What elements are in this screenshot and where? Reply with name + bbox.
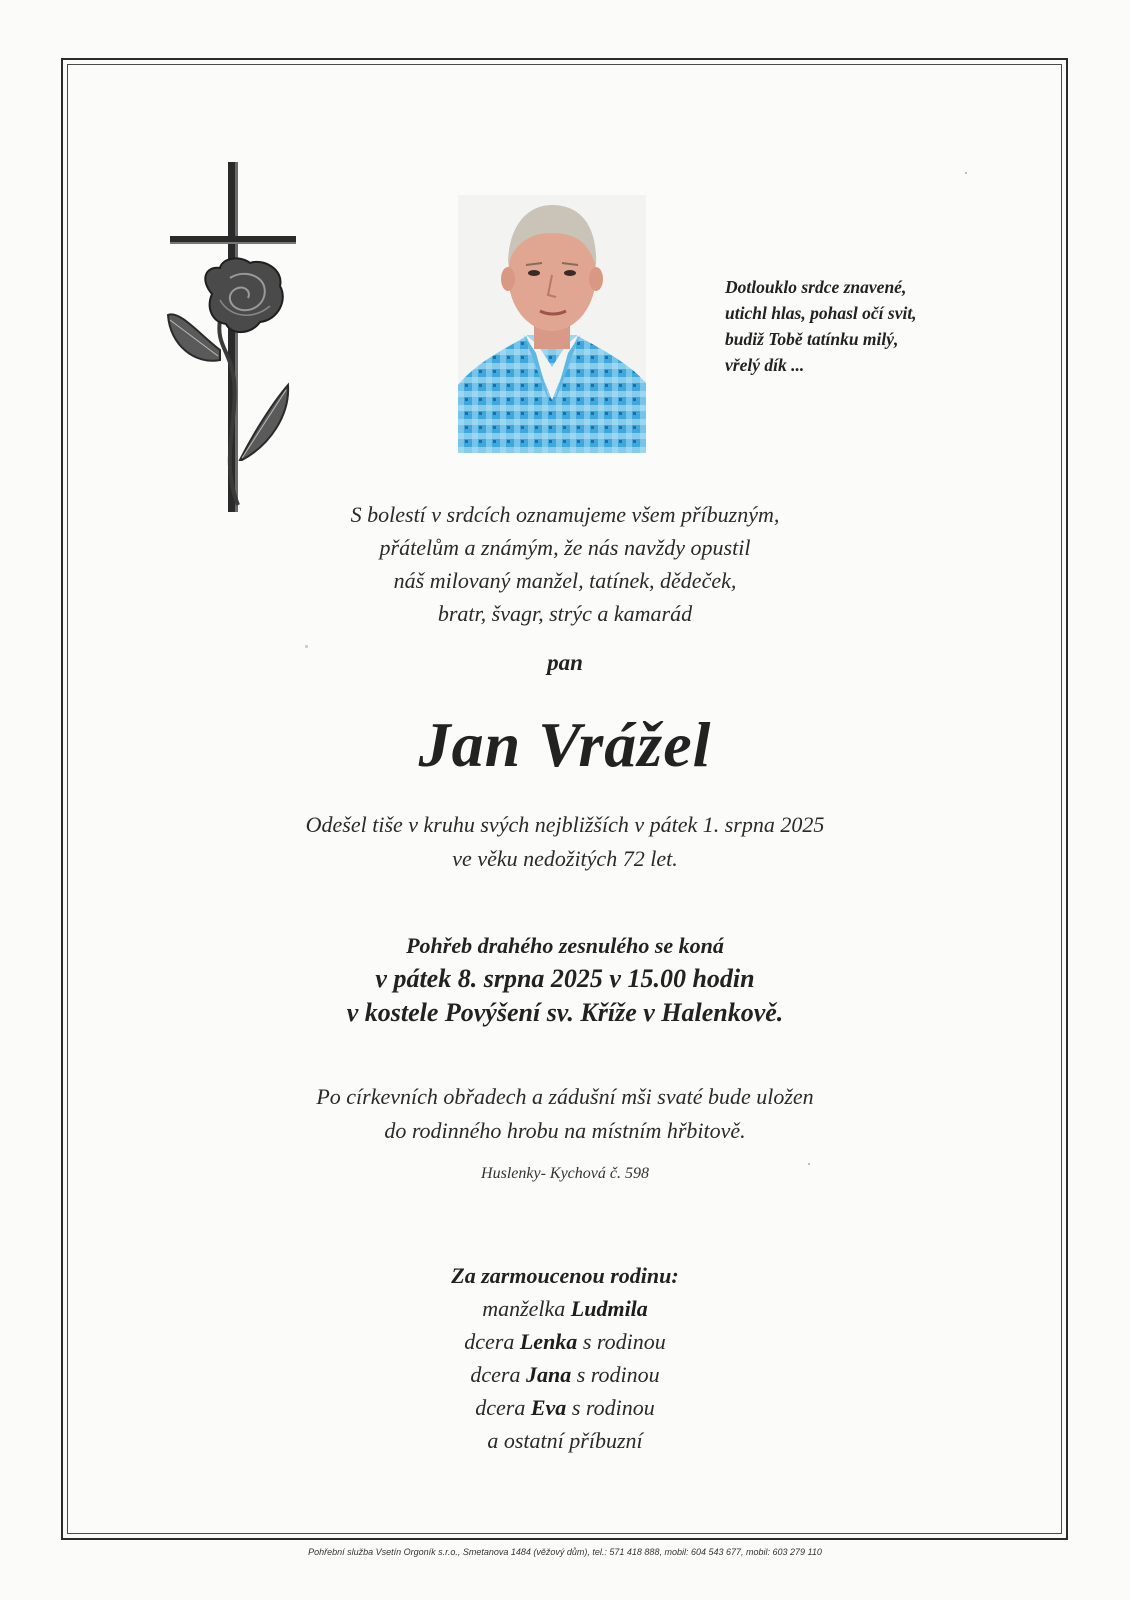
family-member <box>0 1391 1130 1424</box>
passing-notice <box>0 808 1130 876</box>
announcement-line: přátelům a známým, že nás navždy opustil <box>379 535 751 560</box>
announcement-line: náš milovaný manžel, tatínek, dědeček, <box>393 568 737 593</box>
member-name: Eva <box>530 1395 567 1420</box>
relation: dcera <box>475 1395 531 1420</box>
member-name: Ludmila <box>570 1296 648 1321</box>
announcement-line: S bolestí v srdcích oznamujeme všem příbuzným, <box>350 502 780 527</box>
passing-line: Odešel tiše v kruhu svých nejbližších v pátek 1. srpna 2025 <box>305 812 825 837</box>
relation: dcera <box>464 1329 520 1354</box>
poem <box>725 274 1005 378</box>
burial-line: do rodinného hrobu na místním hřbitově. <box>384 1118 746 1143</box>
member-name: Jana <box>525 1362 572 1387</box>
burial-notice <box>0 1080 1130 1148</box>
paper-speck <box>965 172 967 174</box>
funeral-details <box>0 930 1130 1030</box>
member-name: Lenka <box>519 1329 578 1354</box>
poem-line: Dotlouklo srdce znavené, <box>725 277 907 297</box>
portrait-photo <box>458 195 646 453</box>
paper-speck <box>808 1163 810 1165</box>
salutation: pan <box>547 650 583 675</box>
family-member <box>0 1358 1130 1391</box>
family-list <box>0 1259 1130 1457</box>
poem-line: utichl hlas, pohasl očí svit, <box>725 303 917 323</box>
funeral-service-footer: Pohřební služba Vsetín Orgoník s.r.o., Smetanova 1484 (věžový dům), tel.: 571 418 888, mobil: 604 543 677, mobil: 603 279 110 <box>308 1547 822 1557</box>
relation-suffix: s rodinou <box>571 1362 660 1387</box>
relation-suffix: s rodinou <box>577 1329 666 1354</box>
announcement-line: bratr, švagr, strýc a kamarád <box>437 601 693 626</box>
cross-with-rose-icon <box>160 160 310 525</box>
funeral-line: Pohřeb drahého zesnulého se koná <box>406 933 724 958</box>
poem-line: vřelý dík ... <box>725 355 805 375</box>
family-member <box>0 1325 1130 1358</box>
deceased-name: Jan Vrážel <box>418 709 712 780</box>
funeral-date: v pátek 8. srpna 2025 v 15.00 hodin <box>375 964 755 993</box>
family-heading: Za zarmoucenou rodinu: <box>451 1263 679 1288</box>
relation-suffix: s rodinou <box>566 1395 655 1420</box>
relation: dcera <box>470 1362 526 1387</box>
passing-line: ve věku nedožitých 72 let. <box>452 846 678 871</box>
family-closing: a ostatní příbuzní <box>487 1428 643 1453</box>
address: Huslenky- Kychová č. 598 <box>481 1165 649 1182</box>
family-member <box>0 1292 1130 1325</box>
burial-line: Po církevních obřadech a zádušní mši svaté bude uložen <box>316 1084 814 1109</box>
funeral-location: v kostele Povýšení sv. Kříže v Halenkově. <box>346 998 784 1027</box>
announcement <box>0 498 1130 630</box>
paper-speck <box>305 645 308 648</box>
relation: manželka <box>482 1296 571 1321</box>
poem-line: budiž Tobě tatínku milý, <box>725 329 899 349</box>
